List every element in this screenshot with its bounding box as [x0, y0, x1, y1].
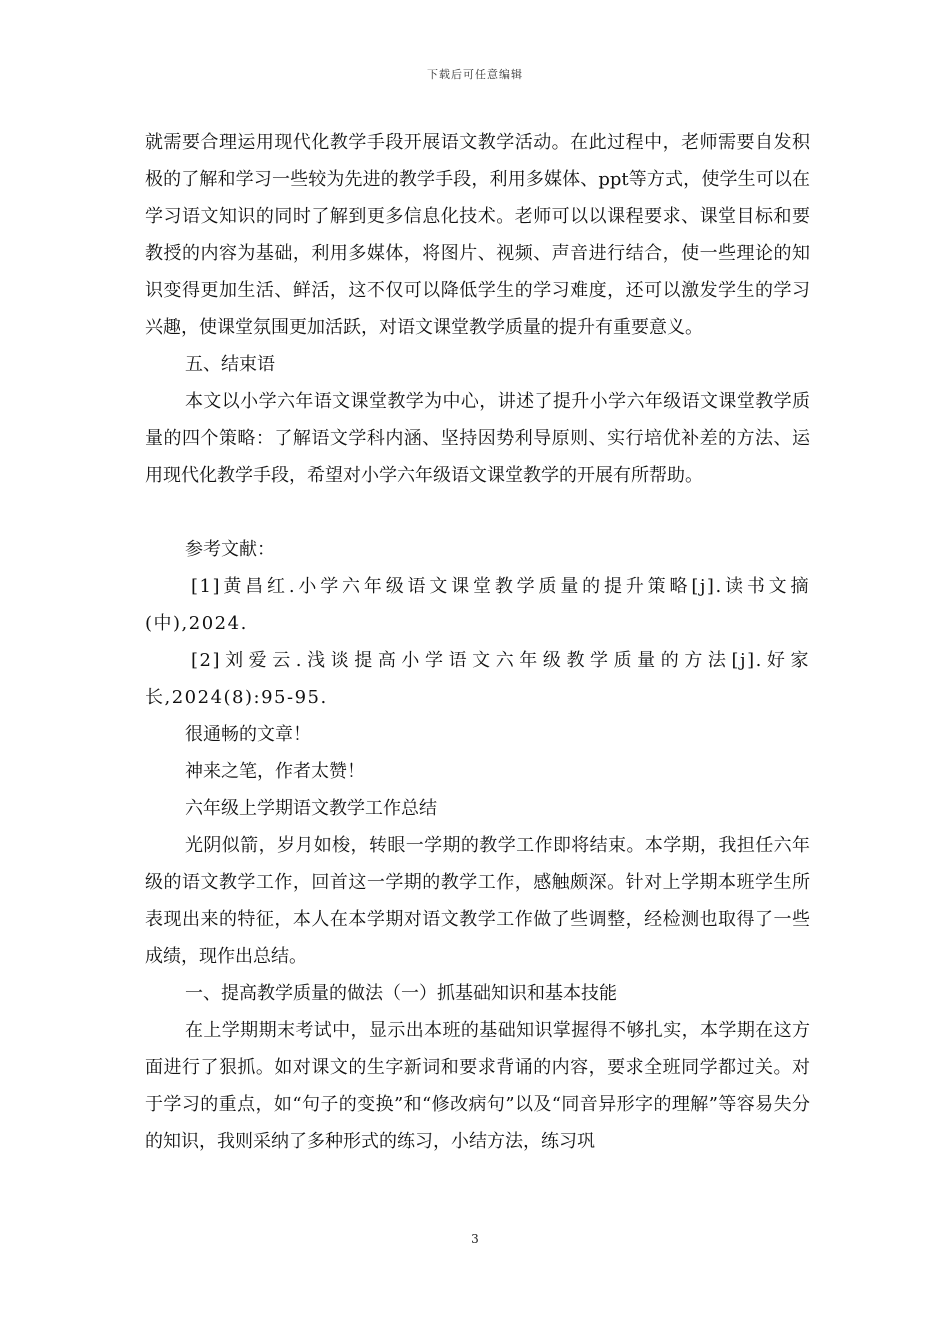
page-number: 3 [471, 1232, 479, 1246]
comment-line-2: 神来之笔，作者太赞！ [185, 761, 365, 782]
page-header: 下载后可任意编辑 [427, 68, 523, 81]
paragraph-multimedia: 就需要合理运用现代化教学手段开展语文教学活动。在此过程中，老师需要自发积极的了解和学习一些较为先进的教学手段，利用多媒体、ppt等方式，使学生可以在学习语文知识的同时了解到更多信息化技术。老师可以以课程要求、课堂目标和要教授的内容为基础，利用多媒体，将图片、视频、声音进行结合，使一些理论的知识变得更加生活、鲜活，这不仅可以降低学生的学习难度，还可以激发学生的学习兴趣，使课堂氛围更加活跃，对语文课堂教学质量的提升有重要意义。 [145, 132, 810, 338]
reference-item-2: [2]刘爱云.浅谈提高小学语文六年级教学质量的方法[j].好家长,2024(8):95-95. [145, 650, 810, 708]
blank-line [145, 494, 810, 531]
paragraph-basics: 在上学期期末考试中，显示出本班的基础知识掌握得不够扎实，本学期在这方面进行了狠抓。如对课文的生字新词和要求背诵的内容，要求全班同学都过关。对于学习的重点，如“句子的变换”和“修改病句”以及“同音异形字的理解”等容易失分的知识，我则采纳了多种形式的练习，小结方法，练习巩 [145, 1020, 810, 1152]
section-heading-quality: 一、提高教学质量的做法（一）抓基础知识和基本技能 [185, 983, 617, 1004]
paragraph-conclusion: 本文以小学六年语文课堂教学为中心，讲述了提升小学六年级语文课堂教学质量的四个策略：了解语文学科内涵、坚持因势利导原则、实行培优补差的方法、运用现代化教学手段，希望对小学六年级语文课堂教学的开展有所帮助。 [145, 391, 810, 486]
reference-item-1: [1]黄昌红.小学六年级语文课堂教学质量的提升策略[j].读书文摘(中),2024. [145, 576, 810, 634]
document-body [145, 124, 810, 1160]
comment-line-1: 很通畅的文章！ [185, 724, 311, 745]
document-title-summary: 六年级上学期语文教学工作总结 [185, 798, 437, 819]
paragraph-intro: 光阴似箭，岁月如梭，转眼一学期的教学工作即将结束。本学期，我担任六年级的语文教学工作，回首这一学期的教学工作，感触颇深。针对上学期本班学生所表现出来的特征，本人在本学期对语文教学工作做了些调整，经检测也取得了一些成绩，现作出总结。 [145, 835, 810, 967]
references-title: 参考文献： [185, 539, 275, 560]
section-heading-conclusion: 五、结束语 [185, 354, 275, 375]
